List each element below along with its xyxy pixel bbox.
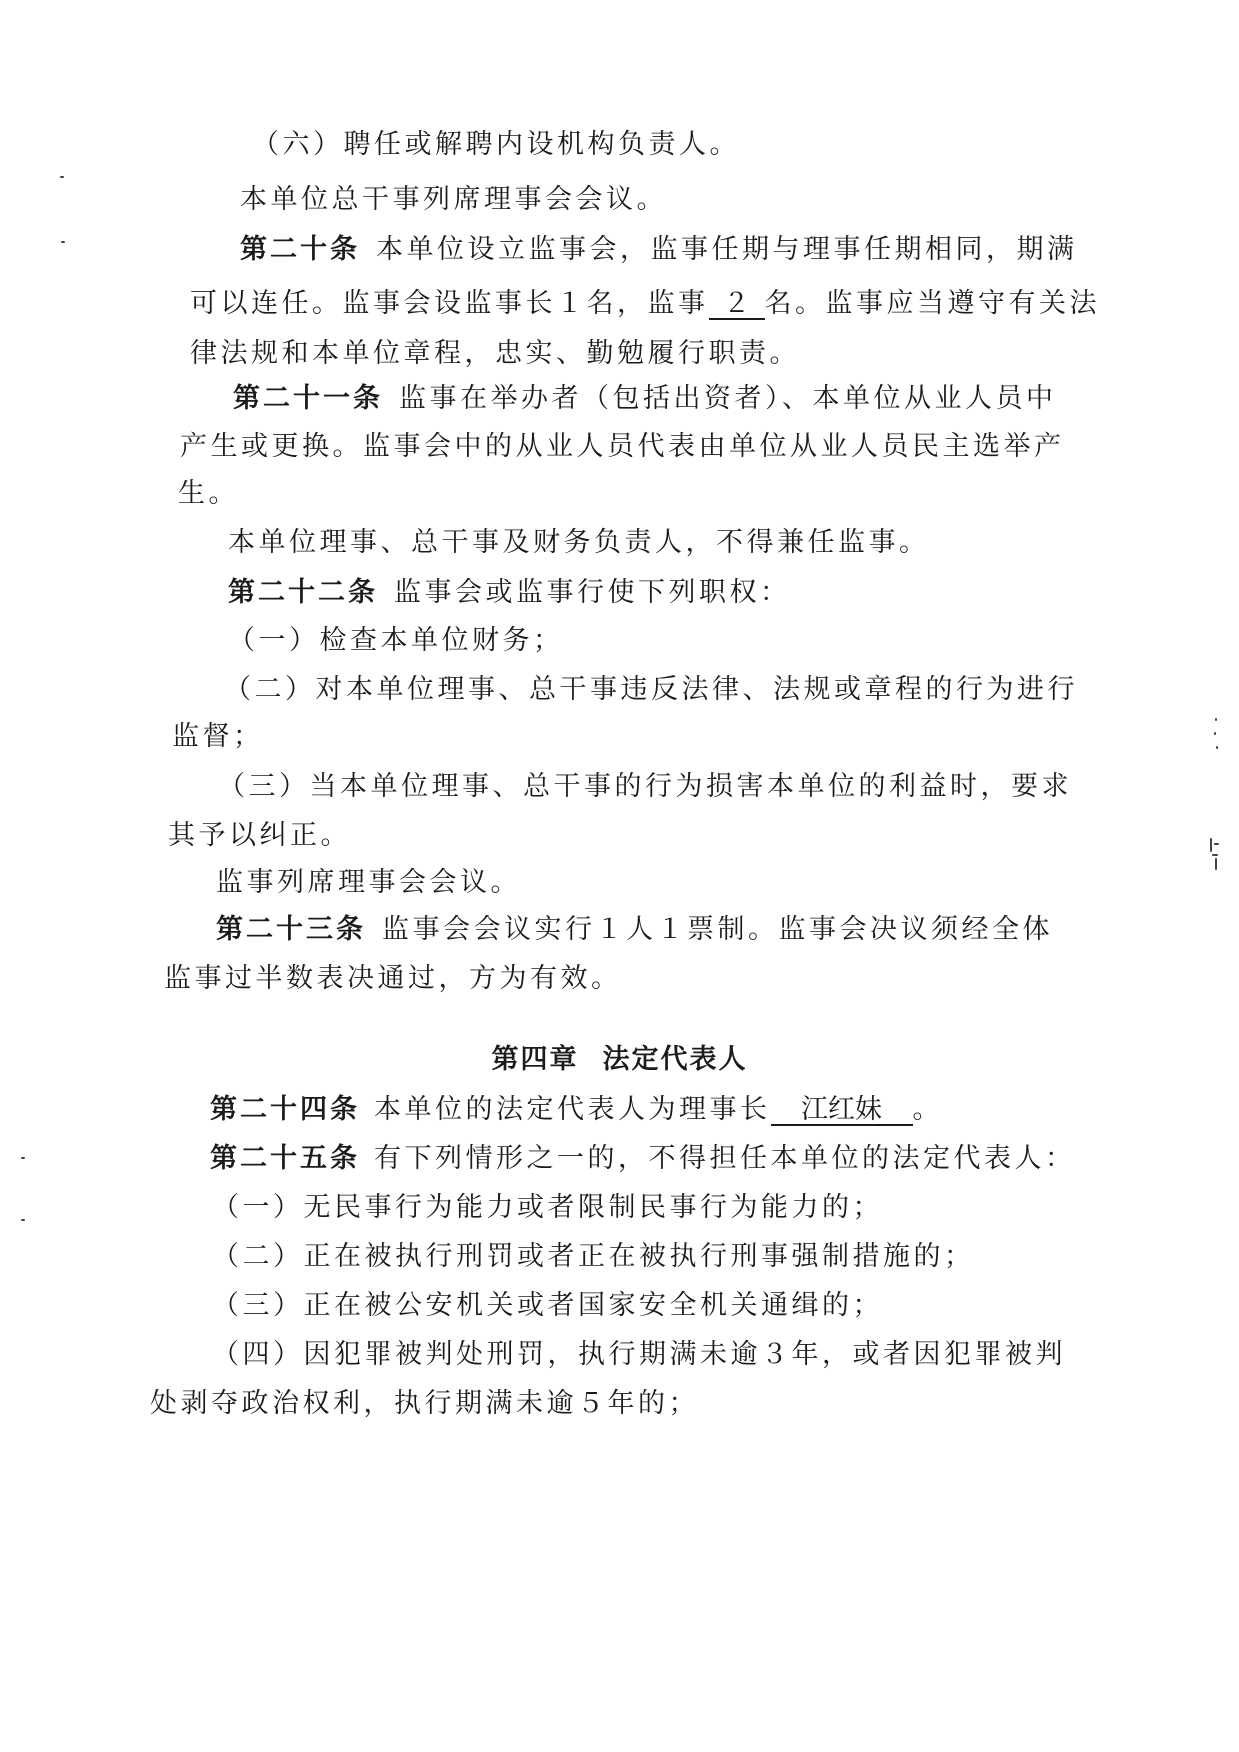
article-21-line: 第二十一条 监事在举办者（包括出资者）、本单位从业人员中 (233, 383, 1057, 414)
article-number: 第二十五条 (210, 1143, 360, 1174)
article-24-line: 第二十四条 本单位的法定代表人为理事长 江红妹 。 (210, 1094, 943, 1125)
paragraph-line: 本单位理事、总干事及财务负责人，不得兼任监事。 (228, 527, 930, 558)
supervisor-count-field: ２ (709, 290, 765, 320)
list-item: （二）对本单位理事、总干事违反法律、法规或章程的行为进行 (224, 674, 1078, 705)
list-item: （四）因犯罪被判处刑罚，执行期满未逾３年，或者因犯罪被判 (212, 1339, 1066, 1370)
paragraph-line: 产生或更换。监事会中的从业人员代表由单位从业人员民主选举产 (180, 431, 1065, 462)
scan-speck (60, 176, 64, 178)
scan-speck (21, 1157, 25, 1159)
article-22-line: 第二十二条 监事会或监事行使下列职权： (228, 577, 791, 608)
list-item: （一）检查本单位财务； (228, 625, 564, 656)
paragraph-line: （六）聘任或解聘内设机构负责人。 (252, 129, 740, 160)
chapter-heading: 第四章 法定代表人 (491, 1044, 748, 1075)
scan-speck (1214, 732, 1216, 735)
article-23-line: 第二十三条 监事会会议实行１人１票制。监事会决议须经全体 (216, 914, 1053, 945)
list-item: （三）当本单位理事、总干事的行为损害本单位的利益时，要求 (218, 771, 1072, 802)
article-20-line: 第二十条 本单位设立监事会，监事任期与理事任期相同，期满 (240, 234, 1078, 265)
article-number: 第二十一条 (233, 383, 383, 414)
paragraph-line: 本单位总干事列席理事会会议。 (240, 184, 667, 215)
paragraph-line: 监督； (172, 721, 264, 752)
paragraph-line: 处剥夺政治权利，执行期满未逾５年的； (150, 1388, 699, 1419)
article-number: 第二十三条 (216, 914, 366, 945)
scan-speck (1212, 854, 1218, 856)
article-number: 第二十四条 (210, 1094, 360, 1125)
scan-speck (1214, 843, 1219, 845)
scan-speck (21, 1219, 25, 1221)
list-item: （三）正在被公安机关或者国家安全机关通缉的； (212, 1290, 883, 1321)
article-number: 第二十二条 (228, 577, 378, 608)
paragraph-line: 生。 (178, 478, 239, 509)
scan-speck (1216, 746, 1218, 749)
list-item: （二）正在被执行刑罚或者正在被执行刑事强制措施的； (212, 1241, 975, 1272)
paragraph-line: 监事过半数表决通过，方为有效。 (164, 963, 622, 994)
article-25-line: 第二十五条 有下列情形之一的，不得担任本单位的法定代表人： (210, 1143, 1076, 1174)
legal-representative-field: 江红妹 (771, 1096, 913, 1126)
scan-speck (1210, 838, 1212, 852)
scan-speck (1215, 858, 1217, 870)
scan-speck (1215, 718, 1217, 721)
paragraph-line: 律法规和本单位章程，忠实、勤勉履行职责。 (190, 338, 800, 369)
paragraph-line: 其予以纠正。 (168, 820, 351, 851)
paragraph-line: 可以连任。监事会设监事长１名，监事 ２ 名。监事应当遵守有关法 (190, 288, 1100, 319)
list-item: （一）无民事行为能力或者限制民事行为能力的； (212, 1192, 883, 1223)
article-number: 第二十条 (240, 234, 360, 265)
scan-speck (61, 241, 65, 243)
paragraph-line: 监事列席理事会会议。 (216, 867, 521, 898)
